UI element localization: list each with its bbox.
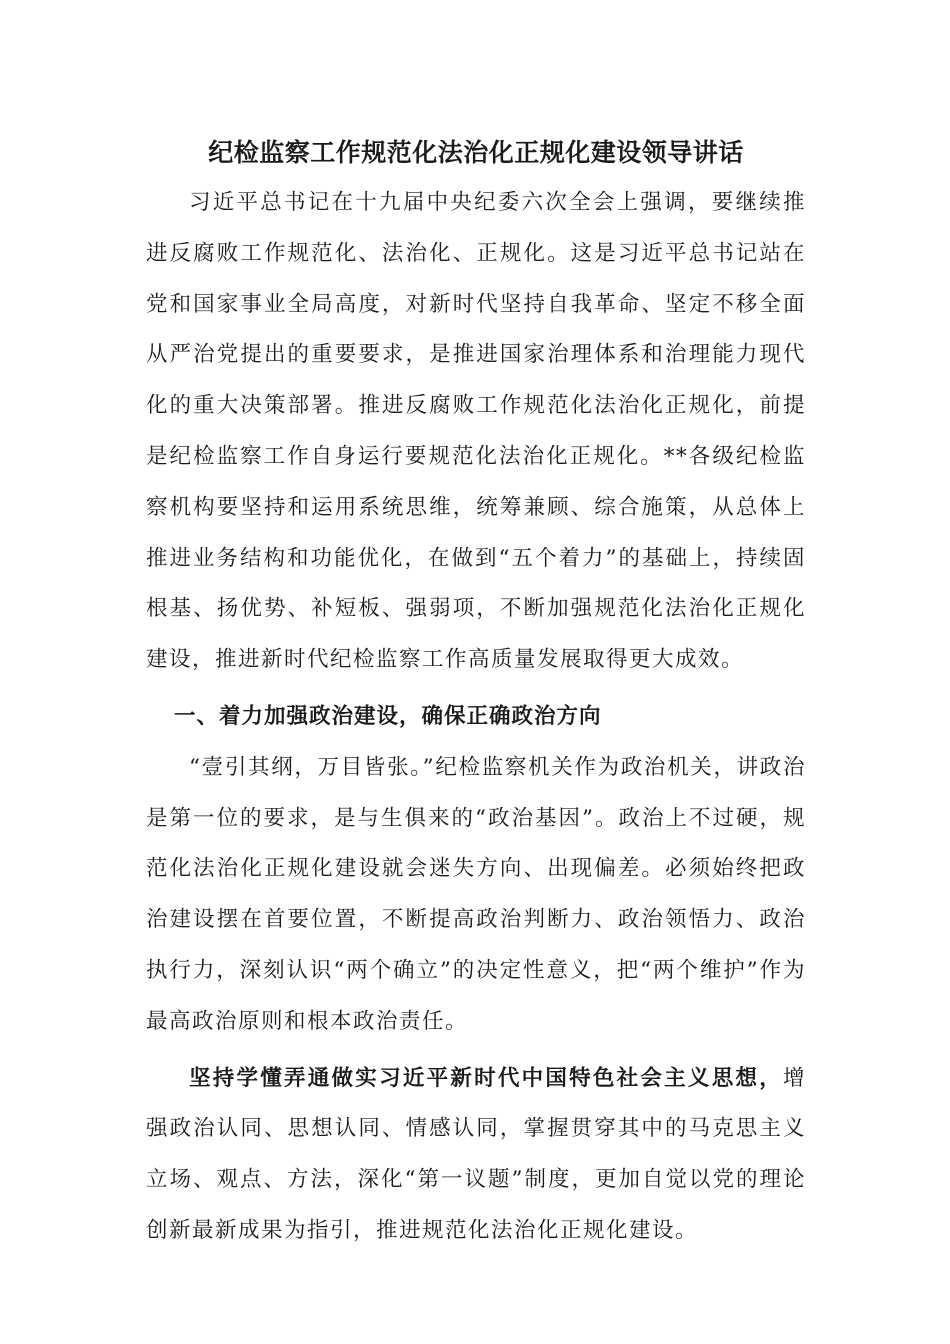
section-heading: 一、着力加强政治建设，确保正确政治方向 [173, 703, 602, 729]
intro-paragraph: 习近平总书记在十九届中央纪委六次全会上强调，要继续推进反腐败工作规范化、法治化、正规化。这是习近平总书记站在党和国家事业全局高度，对新时代坚持自我革命、坚定不移全面从严治党提出的重要要求，是推进国家治理体系和治理能力现代化的重大决策部署。推进反腐败工作规范化法治化正规化，前提是纪检监察工作自身运行要规范化法治化正规化。**各级纪检监察机构要坚持和运用系统思维，统筹兼顾、综合施策，从总体上推进业务结构和功能优化，在做到“五个着力”的基础上，持续固根基、扬优势、补短板、强弱项，不断加强规范化法治化正规化建设，推进新时代纪检监察工作高质量发展取得更大成效。 [146, 190, 806, 673]
body-paragraph-emphasis [146, 1054, 806, 1257]
body-paragraph: “壹引其纲，万目皆张。”纪检监察机关作为政治机关，讲政治是第一位的要求，是与生俱来的“政治基因”。政治上不过硬，规范化法治化正规化建设就会迷失方向、出现偏差。必须始终把政治建设摆在首要位置，不断提高政治判断力、政治领悟力、政治执行力，深刻认识“两个确立”的决定性意义，把“两个维护”作为最高政治原则和根本政治责任。 [146, 754, 806, 1034]
emphasis-rest: 增强政治认同、思想认同、情感认同，掌握贯穿其中的马克思主义立场、观点、方法，深化“第一议题”制度，更加自觉以党的理论创新最新成果为指引，推进规范化法治化正规化建设。 [146, 1065, 806, 1243]
document-title: 纪检监察工作规范化法治化正规化建设领导讲话 [208, 138, 744, 167]
emphasis-lead: 坚持学懂弄通做实习近平新时代中国特色社会主义思想， [189, 1065, 783, 1091]
document-body [146, 128, 806, 1257]
